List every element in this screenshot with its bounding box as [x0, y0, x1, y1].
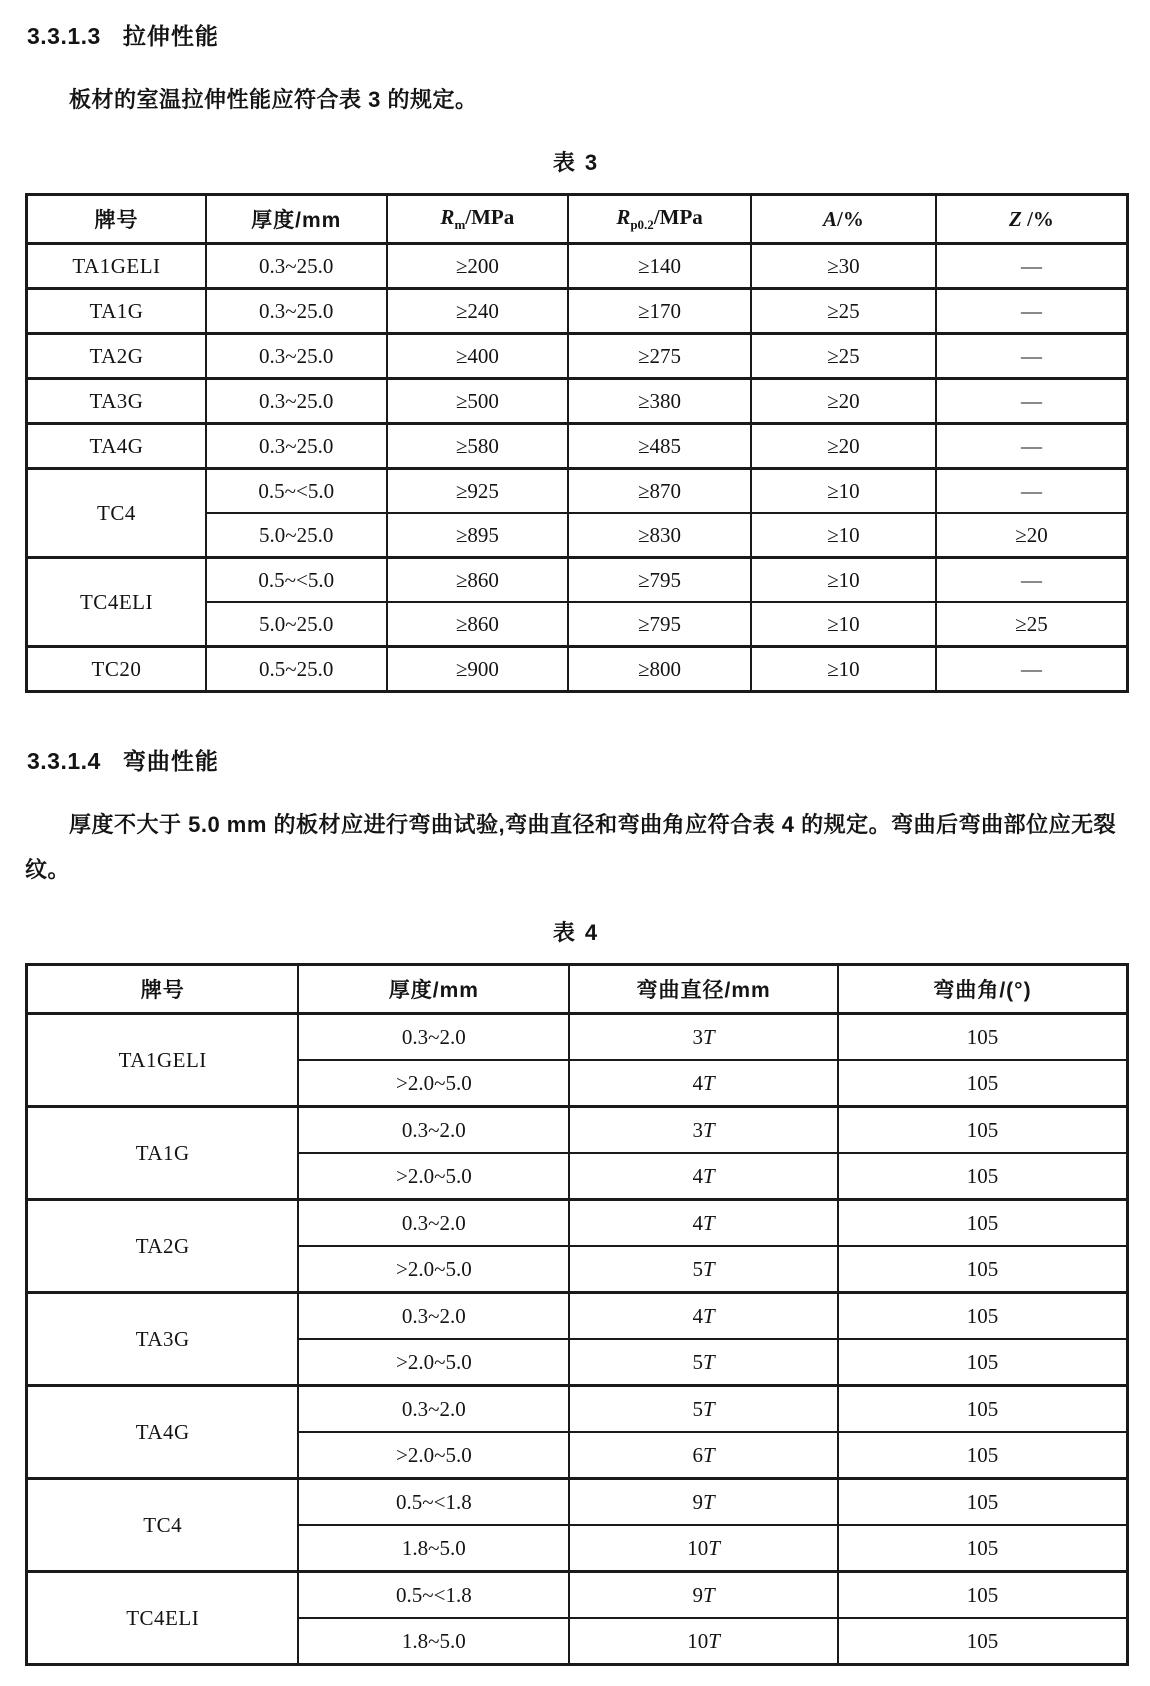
grade-cell: TA2G — [27, 334, 206, 379]
value-cell: ≥580 — [387, 424, 569, 469]
value-cell: ≥30 — [751, 244, 936, 289]
value-cell: 4T — [569, 1293, 838, 1340]
value-cell: 5.0~25.0 — [206, 602, 387, 647]
value-cell: — — [936, 244, 1128, 289]
value-cell: ≥20 — [751, 379, 936, 424]
value-cell: ≥20 — [936, 513, 1128, 558]
value-cell: ≥400 — [387, 334, 569, 379]
section-title: 拉伸性能 — [122, 23, 219, 49]
grade-cell: TA1G — [27, 1107, 299, 1200]
grade-cell: TA1GELI — [27, 244, 206, 289]
table-row — [27, 334, 1128, 379]
value-cell: ≥860 — [387, 558, 569, 603]
value-cell: ≥10 — [751, 647, 936, 692]
value-cell: — — [936, 469, 1128, 514]
value-cell: 10T — [569, 1525, 838, 1572]
value-cell: ≥800 — [568, 647, 751, 692]
table-row — [27, 424, 1128, 469]
value-cell: — — [936, 379, 1128, 424]
section-title: 弯曲性能 — [122, 748, 219, 775]
grade-cell: TA3G — [27, 1293, 299, 1386]
value-cell: 105 — [838, 1246, 1128, 1293]
value-cell: 105 — [838, 1479, 1128, 1526]
value-cell: 9T — [569, 1479, 838, 1526]
value-cell: 105 — [838, 1200, 1128, 1247]
section-heading-tensile — [27, 18, 1127, 51]
value-cell: 9T — [569, 1572, 838, 1619]
value-cell: >2.0~5.0 — [298, 1246, 569, 1293]
value-cell: 4T — [569, 1200, 838, 1247]
column-header: $R_m$/MPa — [387, 195, 569, 244]
value-cell: 0.3~2.0 — [298, 1200, 569, 1247]
value-cell: 105 — [838, 1339, 1128, 1386]
value-cell: ≥830 — [568, 513, 751, 558]
bend-table — [25, 963, 1129, 1666]
value-cell: 10T — [569, 1618, 838, 1665]
value-cell: 0.3~25.0 — [206, 424, 387, 469]
value-cell: 0.3~25.0 — [206, 244, 387, 289]
value-cell: 1.8~5.0 — [298, 1618, 569, 1665]
table-row — [27, 1386, 1128, 1433]
table-row — [27, 1293, 1128, 1340]
value-cell: 0.5~25.0 — [206, 647, 387, 692]
tensile-table — [25, 193, 1129, 693]
value-cell: 5.0~25.0 — [206, 513, 387, 558]
value-cell: 0.3~2.0 — [298, 1293, 569, 1340]
value-cell: — — [936, 647, 1128, 692]
value-cell: 0.3~2.0 — [298, 1107, 569, 1154]
grade-cell: TC20 — [27, 647, 206, 692]
value-cell: ≥25 — [751, 289, 936, 334]
value-cell: — — [936, 558, 1128, 603]
value-cell: 0.3~2.0 — [298, 1014, 569, 1061]
table-row — [27, 379, 1128, 424]
value-cell: ≥10 — [751, 513, 936, 558]
grade-cell: TA4G — [27, 424, 206, 469]
value-cell: 105 — [838, 1432, 1128, 1479]
value-cell: ≥485 — [568, 424, 751, 469]
value-cell: ≥275 — [568, 334, 751, 379]
value-cell: — — [936, 289, 1128, 334]
value-cell: 5T — [569, 1246, 838, 1293]
value-cell: 0.3~2.0 — [298, 1386, 569, 1433]
value-cell: 3T — [569, 1014, 838, 1061]
table4-caption: 表 4 — [552, 920, 600, 946]
grade-cell: TC4ELI — [27, 558, 206, 647]
value-cell: 6T — [569, 1432, 838, 1479]
value-cell: 4T — [569, 1060, 838, 1107]
value-cell: 105 — [838, 1014, 1128, 1061]
value-cell: ≥795 — [568, 602, 751, 647]
spacer — [25, 693, 1127, 739]
value-cell: 0.3~25.0 — [206, 379, 387, 424]
value-cell: ≥200 — [387, 244, 569, 289]
value-cell: ≥900 — [387, 647, 569, 692]
value-cell: 0.3~25.0 — [206, 334, 387, 379]
section-number: 3.3.1.3 — [27, 23, 101, 49]
value-cell: 5T — [569, 1339, 838, 1386]
column-header: 弯曲角/(°) — [838, 965, 1128, 1014]
grade-cell: TC4ELI — [27, 1572, 299, 1665]
value-cell: ≥10 — [751, 558, 936, 603]
value-cell: ≥870 — [568, 469, 751, 514]
value-cell: 3T — [569, 1107, 838, 1154]
grade-cell: TA2G — [27, 1200, 299, 1293]
column-header: 弯曲直径/mm — [569, 965, 838, 1014]
bend-paragraph: 厚度不大于 5.0 mm 的板材应进行弯曲试验,弯曲直径和弯曲角应符合表 4 的规定。弯曲后弯曲部位应无裂纹。 — [25, 812, 1117, 883]
column-header: $R_{p0.2}$/MPa — [568, 195, 751, 244]
table-row — [27, 469, 1128, 514]
column-header: 厚度/mm — [298, 965, 569, 1014]
table-row — [27, 244, 1128, 289]
value-cell: >2.0~5.0 — [298, 1060, 569, 1107]
table-row — [27, 647, 1128, 692]
grade-cell: TA1G — [27, 289, 206, 334]
value-cell: 4T — [569, 1153, 838, 1200]
table-row — [27, 1572, 1128, 1619]
table-row — [27, 558, 1128, 603]
value-cell: 105 — [838, 1525, 1128, 1572]
value-cell: ≥380 — [568, 379, 751, 424]
value-cell: — — [936, 334, 1128, 379]
grade-cell: TC4 — [27, 469, 206, 558]
value-cell: >2.0~5.0 — [298, 1339, 569, 1386]
value-cell: ≥140 — [568, 244, 751, 289]
grade-cell: TC4 — [27, 1479, 299, 1572]
table-row — [27, 1479, 1128, 1526]
grade-cell: TA1GELI — [27, 1014, 299, 1107]
value-cell: ≥20 — [751, 424, 936, 469]
value-cell: ≥25 — [936, 602, 1128, 647]
column-header: A/% — [751, 195, 936, 244]
value-cell: 105 — [838, 1153, 1128, 1200]
tensile-paragraph: 板材的室温拉伸性能应符合表 3 的规定。 — [69, 87, 478, 112]
value-cell: 0.5~<1.8 — [298, 1572, 569, 1619]
section-heading-bend — [27, 743, 1127, 776]
value-cell: 5T — [569, 1386, 838, 1433]
value-cell: 105 — [838, 1060, 1128, 1107]
value-cell: 0.3~25.0 — [206, 289, 387, 334]
section-number: 3.3.1.4 — [27, 748, 101, 775]
column-header: 厚度/mm — [206, 195, 387, 244]
table-row — [27, 1200, 1128, 1247]
table3-caption: 表 3 — [552, 150, 600, 176]
value-cell: ≥170 — [568, 289, 751, 334]
value-cell: ≥10 — [751, 602, 936, 647]
value-cell: ≥795 — [568, 558, 751, 603]
value-cell: 105 — [838, 1386, 1128, 1433]
column-header: Z /% — [936, 195, 1128, 244]
header-row — [27, 965, 1128, 1014]
value-cell: >2.0~5.0 — [298, 1432, 569, 1479]
table-row — [27, 289, 1128, 334]
grade-cell: TA3G — [27, 379, 206, 424]
grade-cell: TA4G — [27, 1386, 299, 1479]
value-cell: 105 — [838, 1618, 1128, 1665]
value-cell: ≥925 — [387, 469, 569, 514]
column-header: 牌号 — [27, 195, 206, 244]
column-header: 牌号 — [27, 965, 299, 1014]
value-cell: 0.5~<5.0 — [206, 558, 387, 603]
value-cell: 105 — [838, 1293, 1128, 1340]
value-cell: 105 — [838, 1572, 1128, 1619]
value-cell: — — [936, 424, 1128, 469]
value-cell: ≥500 — [387, 379, 569, 424]
value-cell: ≥860 — [387, 602, 569, 647]
value-cell: 0.5~<5.0 — [206, 469, 387, 514]
value-cell: >2.0~5.0 — [298, 1153, 569, 1200]
table-row — [27, 1107, 1128, 1154]
value-cell: ≥895 — [387, 513, 569, 558]
table-row — [27, 1014, 1128, 1061]
value-cell: ≥240 — [387, 289, 569, 334]
value-cell: 0.5~<1.8 — [298, 1479, 569, 1526]
value-cell: ≥25 — [751, 334, 936, 379]
value-cell: ≥10 — [751, 469, 936, 514]
header-row — [27, 195, 1128, 244]
value-cell: 105 — [838, 1107, 1128, 1154]
value-cell: 1.8~5.0 — [298, 1525, 569, 1572]
